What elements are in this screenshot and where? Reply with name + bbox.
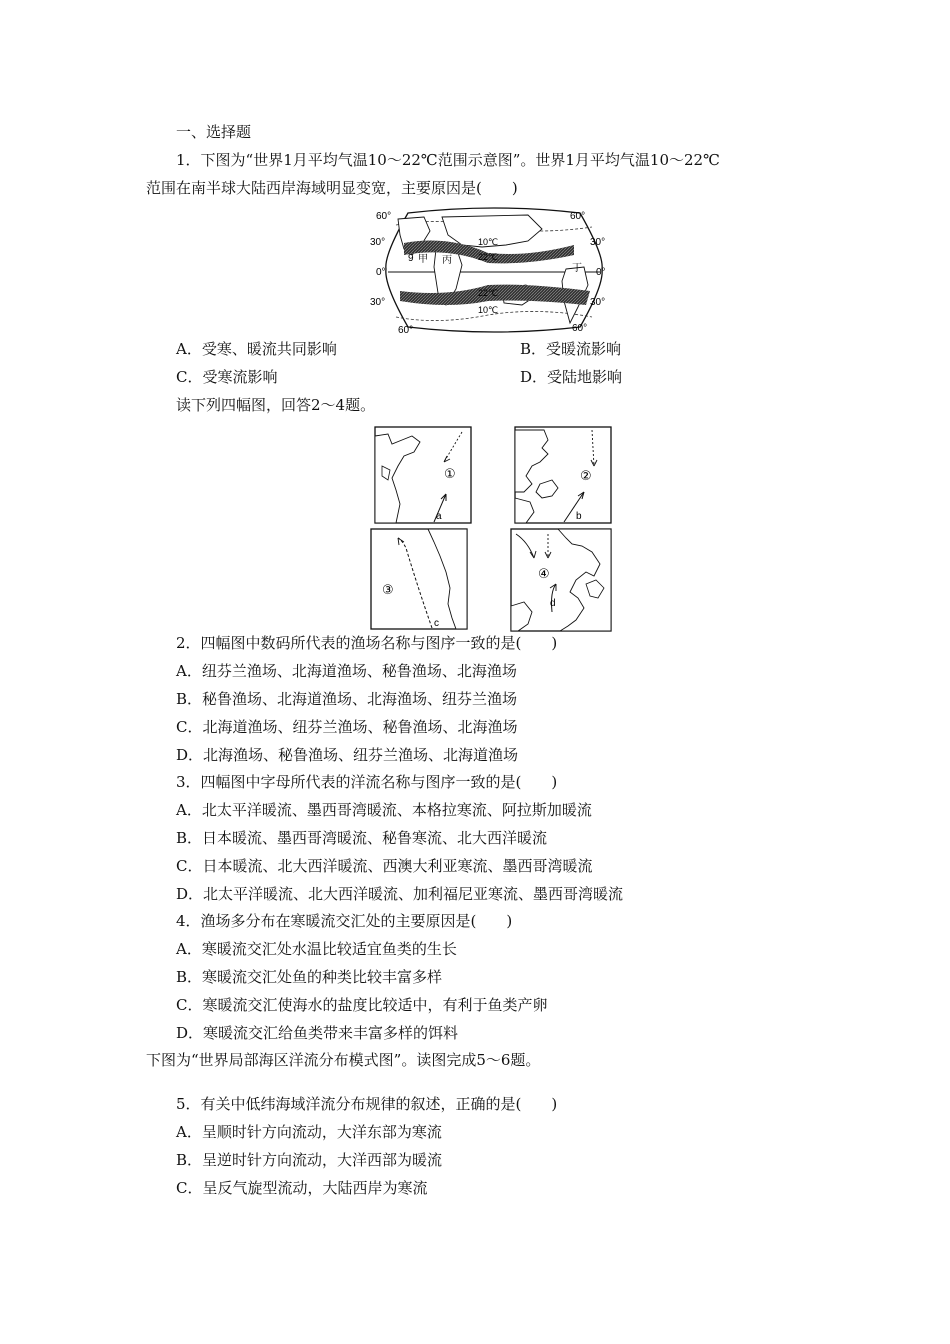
q1-stem-line2: 范围在南半球大陆西岸海域明显变宽，主要原因是( ): [146, 179, 518, 197]
intro-questions-5-6: 下图为“世界局部海区洋流分布模式图”。读图完成5～6题。: [146, 1051, 541, 1069]
q5-option-a: A．呈顺时针方向流动，大洋东部为寒流: [176, 1123, 442, 1141]
q2-option-d: D．北海渔场、秘鲁渔场、纽芬兰渔场、北海道渔场: [176, 746, 519, 764]
lat-60n-left: 60°: [376, 211, 392, 222]
q3-option-b: B．日本暖流、墨西哥湾暖流、秘鲁寒流、北大西洋暖流: [176, 829, 548, 847]
q4-option-b: B．寒暖流交汇处鱼的种类比较丰富多样: [176, 968, 443, 986]
q1-stem-line1: 1．下图为“世界1月平均气温10～22℃范围示意图”。世界1月平均气温10～22℃: [176, 151, 720, 169]
lat-60s-left: 60°: [398, 325, 414, 336]
lat-30n-left: 30°: [370, 237, 386, 248]
q3-option-a: A．北太平洋暖流、墨西哥湾暖流、本格拉寒流、阿拉斯加暖流: [176, 801, 592, 819]
fishing-number-3: ③: [382, 582, 394, 597]
lat-0-left: 0°: [376, 267, 386, 278]
world-temperature-map: [370, 205, 610, 337]
isotherm-22-north: 22℃: [478, 252, 499, 262]
q5-stem: 5．有关中低纬海域洋流分布规律的叙述，正确的是( ): [176, 1095, 558, 1113]
q1-option-a: A．受寒、暖流共同影响: [176, 340, 337, 358]
q5-option-b: B．呈逆时针方向流动，大洋西部为暖流: [176, 1151, 443, 1169]
current-letter-d: d: [550, 598, 556, 609]
q4-option-d: D．寒暖流交汇给鱼类带来丰富多样的饵料: [176, 1024, 459, 1042]
q2-option-b: B．秘鲁渔场、北海道渔场、北海渔场、纽芬兰渔场: [176, 690, 518, 708]
isotherm-22-south: 22℃: [478, 288, 499, 298]
fishing-number-4: ④: [538, 566, 550, 581]
lat-30s-right: 30°: [590, 297, 606, 308]
q3-option-c: C．日本暖流、北大西洋暖流、西澳大利亚寒流、墨西哥湾暖流: [176, 857, 593, 875]
q3-stem: 3．四幅图中字母所代表的洋流名称与图序一致的是( ): [176, 773, 558, 791]
current-letter-a: a: [436, 511, 442, 522]
fishing-map-1: [374, 426, 472, 524]
section-title: 一、选择题: [176, 123, 252, 141]
q1-option-b: B．受暖流影响: [520, 340, 622, 358]
q2-option-a: A．纽芬兰渔场、北海道渔场、秘鲁渔场、北海渔场: [176, 662, 517, 680]
fishing-number-1: ①: [444, 466, 456, 481]
lat-0-right: 0°: [596, 267, 606, 278]
fishing-map-2: [514, 426, 612, 524]
q5-option-c: C．呈反气旋型流动，大陆西岸为寒流: [176, 1179, 428, 1197]
q4-stem: 4．渔场多分布在寒暖流交汇处的主要原因是( ): [176, 912, 513, 930]
q4-option-c: C．寒暖流交汇使海水的盐度比较适中，有利于鱼类产卵: [176, 996, 548, 1014]
q2-option-c: C．北海道渔场、纽芬兰渔场、秘鲁渔场、北海渔场: [176, 718, 518, 736]
lat-30n-right: 30°: [590, 237, 606, 248]
current-letter-c: c: [434, 618, 439, 629]
fishing-map-4: [510, 528, 612, 632]
q3-option-d: D．北太平洋暖流、北大西洋暖流、加利福尼亚寒流、墨西哥湾暖流: [176, 885, 624, 903]
fishing-map-3: [370, 528, 468, 630]
lat-60n-right: 60°: [570, 211, 586, 222]
intro-questions-2-4: 读下列四幅图，回答2～4题。: [176, 396, 376, 414]
q2-stem: 2．四幅图中数码所代表的渔场名称与图序一致的是( ): [176, 634, 558, 652]
lat-60s-right: 60°: [572, 323, 588, 334]
fishing-number-2: ②: [580, 468, 592, 483]
label-yi: 9: [408, 253, 414, 264]
isotherm-10-south: 10℃: [478, 305, 499, 315]
q1-option-c: C．受寒流影响: [176, 368, 278, 386]
q4-option-a: A．寒暖流交汇处水温比较适宜鱼类的生长: [176, 940, 457, 958]
lat-30s-left: 30°: [370, 297, 386, 308]
label-ding: 丁: [572, 263, 582, 274]
label-jia: 甲: [418, 254, 428, 265]
current-letter-b: b: [576, 511, 582, 522]
label-bing: 丙: [442, 255, 452, 266]
isotherm-10-north: 10℃: [478, 237, 499, 247]
q1-option-d: D．受陆地影响: [520, 368, 623, 386]
